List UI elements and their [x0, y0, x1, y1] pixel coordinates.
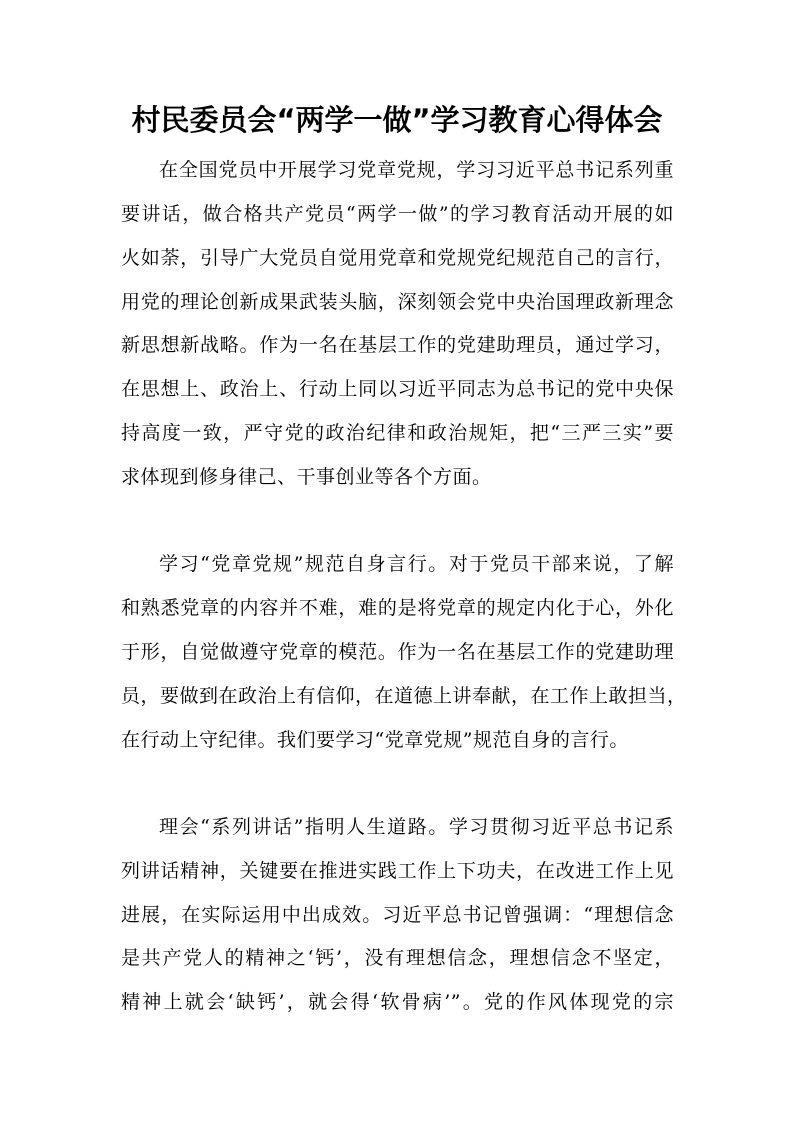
body-line: 理会“系列讲话”指明人生道路。学习贯彻习近平总书记系	[159, 816, 674, 838]
body-line: 用党的理论创新成果武装头脑，深刻领会党中央治国理政新理念	[121, 291, 674, 313]
body-line: 学习“党章党规”规范自身言行。对于党员干部来说，了解	[159, 553, 674, 575]
body-line: 持高度一致，严守党的政治纪律和政治规矩，把“三严三实”要	[121, 422, 674, 444]
body-line: 于形，自觉做遵守党章的模范。作为一名在基层工作的党建助理	[121, 641, 674, 663]
body-line: 在全国党员中开展学习党章党规，学习习近平总书记系列重	[159, 159, 674, 181]
body-line: 在思想上、政治上、行动上同以习近平同志为总书记的党中央保	[121, 378, 674, 400]
body-line: 火如荼，引导广大党员自觉用党章和党规党纪规范自己的言行，	[121, 247, 674, 269]
body-line: 员，要做到在政治上有信仰，在道德上讲奉献，在工作上敢担当，	[121, 685, 687, 707]
body-line: 要讲话，做合格共产党员“两学一做”的学习教育活动开展的如	[121, 203, 674, 225]
body-line: 和熟悉党章的内容并不难，难的是将党章的规定内化于心，外化	[121, 597, 674, 619]
body-line: 求体现到修身律己、干事创业等各个方面。	[121, 466, 492, 488]
body-line: 进展，在实际运用中出成效。习近平总书记曾强调：“理想信念	[121, 904, 674, 926]
body-line: 是共产党人的精神之‘钙’，没有理想信念，理想信念不坚定，	[121, 947, 674, 969]
body-line: 精神上就会‘缺钙’，就会得‘软骨病’”。党的作风体现党的宗	[121, 991, 674, 1013]
body-line: 新思想新战略。作为一名在基层工作的党建助理员，通过学习，	[121, 334, 674, 356]
document-title: 村民委员会“两学一做”学习教育心得体会	[131, 103, 663, 137]
body-line: 列讲话精神，关键要在推进实践工作上下功夫，在改进工作上见	[121, 860, 674, 882]
body-line: 在行动上守纪律。我们要学习“党章党规”规范自身的言行。	[121, 729, 629, 751]
